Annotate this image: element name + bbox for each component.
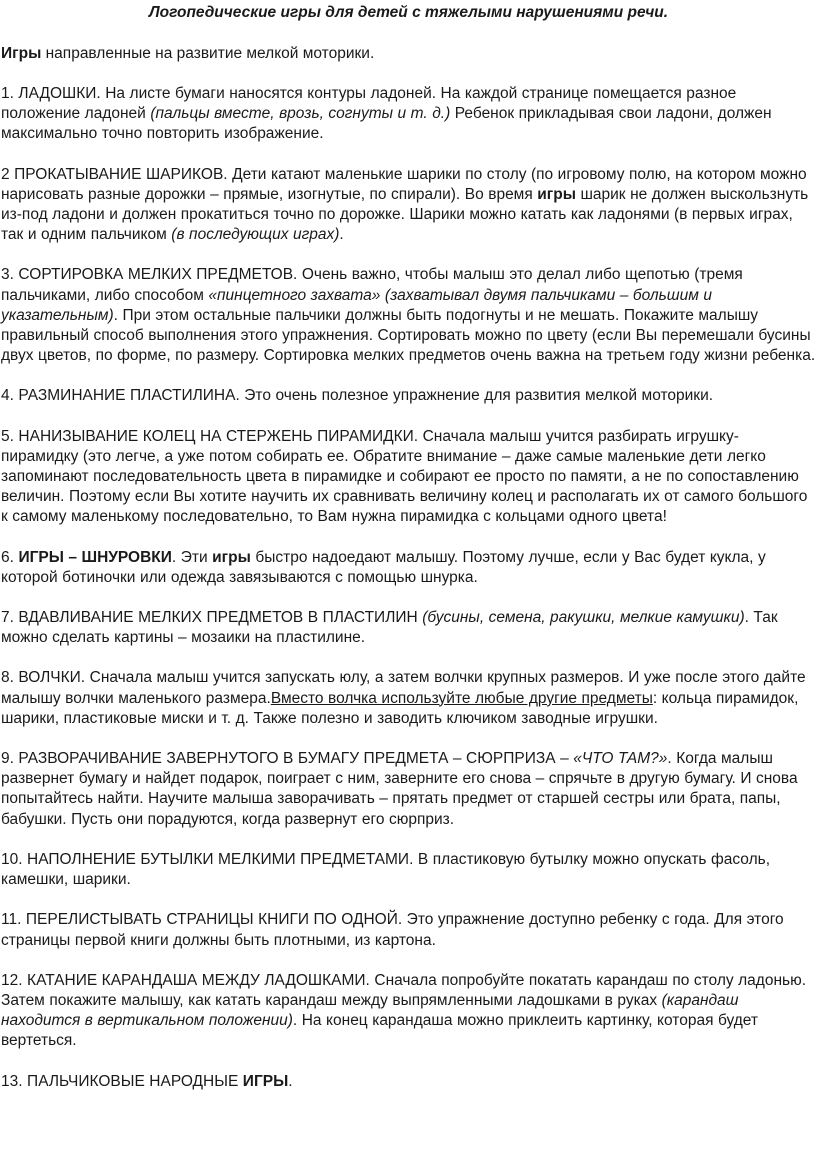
text: .	[339, 226, 344, 244]
game-item-2	[1, 165, 816, 246]
bold-text: ИГРЫ – ШНУРОВКИ	[18, 548, 172, 566]
italic-text: (пальцы вместе, врозь, согнуты и т. д.)	[150, 105, 451, 123]
document-title: Логопедические игры для детей с тяжелыми нарушениями речи.	[148, 4, 669, 21]
text: 3. СОРТИРОВКА МЕЛКИХ ПРЕДМЕТОВ. Очень важно, чтобы малыш это делал либо щепотью (тремя пальчиками, либо способом	[1, 266, 743, 304]
text: . Когда малыш развернет бумагу и найдет подарок, поиграет с ним, заверните его снова – спрячьте в другую бумагу. И снова попытайтесь найти. Научите малыша заворачивать – прятать предмет от старшей сестры или брата, папы, бабушки. Пусть они порадуются, когда развернут его сюрприз.	[1, 750, 798, 828]
text: : кольца пирамидок, шарики, пластиковые миски и т. д. Также полезно и заводить ключиком заводные игрушки.	[1, 689, 799, 727]
text: 1. ЛАДОШКИ. На листе бумаги наносятся контуры ладоней. На каждой странице помещается разное положение ладоней	[1, 85, 737, 123]
intro-text: направленные на развитие мелкой моторики.	[41, 45, 375, 62]
game-item-11	[1, 910, 816, 950]
text: 5. НАНИЗЫВАНИЕ КОЛЕЦ НА СТЕРЖЕНЬ ПИРАМИДКИ. Сначала малыш учится разбирать игрушку-пирамидку (это легче, а уже потом собирать ее. Обратите внимание – даже самые маленькие дети легко запоминают последовательность цвета в пирамидке и собирают ее просто по памяти, а не по сопоставлению величин. Поэтому если Вы хотите научить их сравнивать величину колец и располагать их от самого большого к самому маленькому последовательно, то Вам нужна пирамидка с кольцами одного цвета!	[1, 427, 808, 526]
underlined-text: Вместо волчка используйте любые другие предметы	[270, 689, 653, 707]
text: 12. КАТАНИЕ КАРАНДАША МЕЖДУ ЛАДОШКАМИ. Сначала попробуйте покатать карандаш по столу ладонью. Затем покажите малышу, как катать карандаш между выпрямленными ладошками в руках	[1, 971, 807, 1009]
intro-bold: Игры	[1, 45, 42, 62]
text: 10. НАПОЛНЕНИЕ БУТЫЛКИ МЕЛКИМИ ПРЕДМЕТАМИ. В пластиковую бутылку можно опускать фасоль, камешки, шарики.	[1, 850, 771, 889]
text: Ребенок прикладывая свои ладони, должен максимально точно повторить изображение.	[1, 105, 772, 143]
game-item-7	[1, 608, 816, 648]
text: 8. ВОЛЧКИ. Сначала малыш учится запускать юлу, а затем волчки крупных размеров. И уже после этого дайте малышу волчки маленького размера.	[1, 669, 806, 707]
text: 7. ВДАВЛИВАНИЕ МЕЛКИХ ПРЕДМЕТОВ В ПЛАСТИЛИН	[1, 609, 423, 627]
text: 4. РАЗМИНАНИЕ ПЛАСТИЛИНА. Это очень полезное упражнение для развития мелкой моторики.	[1, 387, 714, 405]
text: 11. ПЕРЕЛИСТЫВАТЬ СТРАНИЦЫ КНИГИ ПО ОДНОЙ. Это упражнение доступно ребенку с года. Для этого страницы первой книги должны быть плотными, из картона.	[1, 911, 784, 949]
italic-text: (карандаш находится в вертикальном положении)	[1, 991, 739, 1030]
italic-text: (бусины, семена, ракушки, мелкие камушки)	[422, 609, 745, 627]
game-item-1	[1, 84, 816, 145]
text: 13. ПАЛЬЧИКОВЫЕ НАРОДНЫЕ	[1, 1072, 243, 1090]
text: . Эти	[171, 548, 213, 566]
bold-text: игры	[537, 185, 576, 203]
game-item-5	[1, 427, 816, 528]
text: быстро надоедают малышу. Поэтому лучше, если у Вас будет кукла, у которой ботиночки или одежда завязываются с помощью шнурка.	[1, 548, 766, 586]
bold-text: ИГРЫ	[242, 1072, 289, 1090]
game-item-13	[1, 1072, 816, 1092]
game-item-10	[1, 850, 816, 890]
italic-text: «ЧТО ТАМ?»	[573, 750, 668, 768]
game-item-12	[1, 971, 816, 1052]
text: шарик не должен выскользнуть из-под ладони и должен прокатиться точно по дорожке. Шарики можно катать как ладонями (в первых играх, так и одним пальчиком	[1, 185, 809, 244]
game-item-3	[1, 265, 816, 366]
intro-paragraph	[1, 44, 816, 64]
italic-text: «пинцетного захвата» (захватывал двумя пальчиками – большим и указательным)	[1, 286, 712, 324]
text: 9. РАЗВОРАЧИВАНИЕ ЗАВЕРНУТОГО В БУМАГУ ПРЕДМЕТА – СЮРПРИЗА –	[1, 750, 574, 768]
text: .	[288, 1072, 293, 1090]
italic-text: (в последующих играх)	[171, 226, 340, 244]
game-item-9	[1, 749, 816, 830]
text: . На конец карандаша можно приклеить картинку, которая будет вертеться.	[1, 1012, 759, 1050]
text: . Так можно сделать картины – мозаики на пластилине.	[1, 609, 778, 647]
game-item-4	[1, 386, 816, 406]
game-item-6	[1, 548, 816, 588]
bold-text: игры	[212, 548, 251, 566]
text: . При этом остальные пальчики должны быть подогнуты и не мешать. Покажите малышу правильный способ выполнения этого упражнения. Сортировать можно по цвету (если Вы перемешали бусины двух цветов, по форме, по размеру. Сортировка мелких предметов очень важна на третьем году жизни ребенка.	[1, 306, 816, 365]
text: 6.	[1, 548, 19, 566]
text: 2 ПРОКАТЫВАНИЕ ШАРИКОВ. Дети катают маленькие шарики по столу (по игровому полю, на котором можно нарисовать разные дорожки – прямые, изогнутые, по спирали). Во время	[1, 165, 807, 203]
game-item-8	[1, 668, 816, 729]
